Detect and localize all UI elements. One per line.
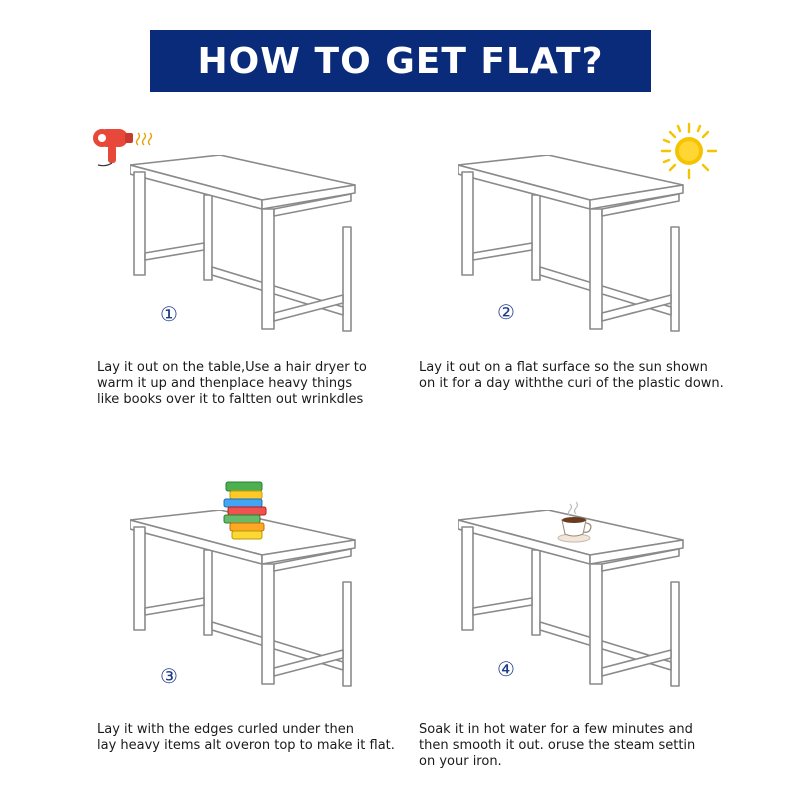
coffee-cup-icon (556, 500, 596, 546)
title-banner (150, 30, 651, 92)
book-stack-icon (220, 478, 272, 544)
step-caption-4: Soak it in hot water for a few minutes and then smooth it out. oruse the steam settin on your iron. (419, 722, 696, 769)
step-number-2: ② (497, 300, 515, 324)
hair-dryer-icon (92, 125, 156, 169)
step-number-4: ④ (497, 657, 515, 681)
step-caption-3: Lay it with the edges curled under then lay heavy items alt overon top to make it flat. (97, 722, 395, 753)
table-illustration-2 (458, 155, 693, 335)
step-caption-2: Lay it out on a flat surface so the sun shown on it for a day withthe curi of the plastic down. (419, 360, 724, 391)
step-number-1: ① (160, 302, 178, 326)
step-number-3: ③ (160, 664, 178, 688)
step-caption-1: Lay it out on the table,Use a hair dryer to warm it up and thenplace heavy things like books over it to faltten out wrinkdles (97, 360, 367, 407)
sun-icon (660, 122, 718, 180)
page-title: HOW TO GET FLAT? (197, 40, 604, 82)
